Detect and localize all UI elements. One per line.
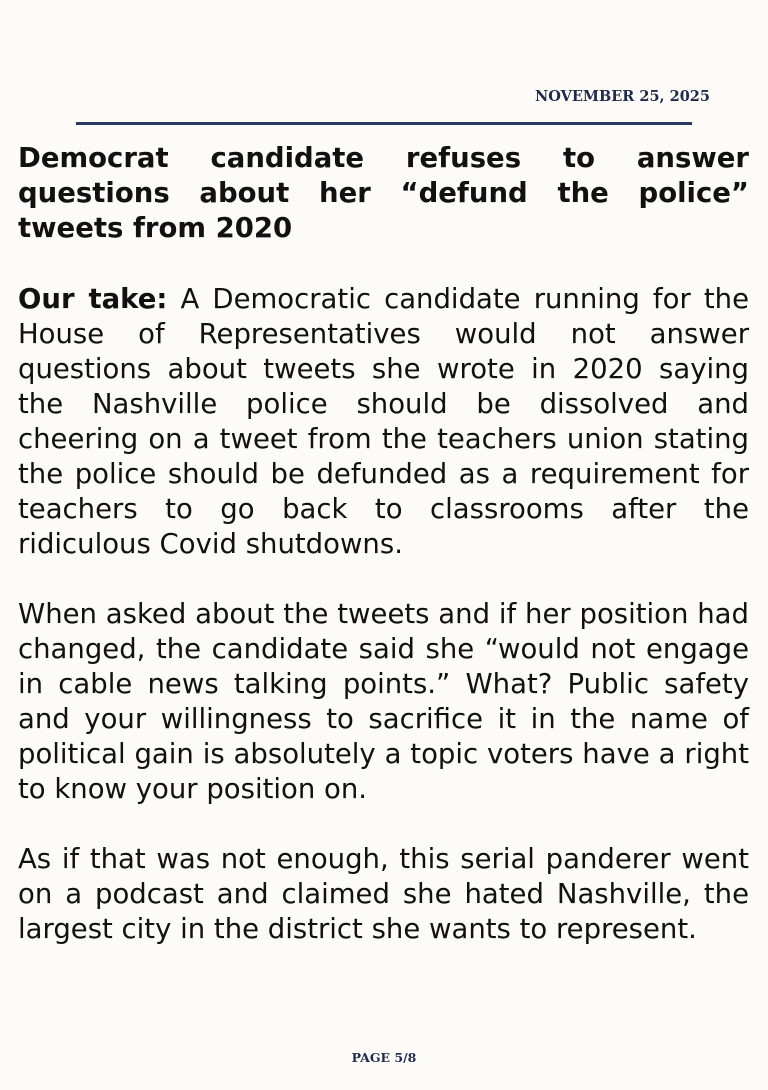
publication-date: NOVEMBER 25, 2025 (534, 88, 710, 105)
header-divider (76, 122, 692, 125)
our-take-paragraph (18, 282, 749, 562)
article-paragraph-3: As if that was not enough, this serial panderer went on a podcast and claimed she hated Nashville, the largest city in the district she wants to represent. (18, 843, 749, 945)
article-headline: Democrat candidate refuses to answer questions about her “defund the police” tweets from 2020 (18, 142, 749, 244)
article-paragraph-2: When asked about the tweets and if her position had changed, the candidate said she “would not engage in cable news talking points.” What? Public safety and your willingness to sacrifice it in the name of political gain is absolutely a topic voters have a right to know your position on. (18, 598, 749, 805)
page-number: PAGE 5/8 (351, 1050, 417, 1065)
our-take-label: Our take: (18, 283, 168, 315)
article-body (18, 141, 749, 982)
our-take-text: A Democratic candidate running for the House of Representatives would not answer questions about tweets she wrote in 2020 saying the Nashville police should be dissolved and cheering on a tweet from the teachers union stating the police should be defunded as a requirement for teachers to go back to classrooms after the ridiculous Covid shutdowns. (18, 283, 749, 560)
